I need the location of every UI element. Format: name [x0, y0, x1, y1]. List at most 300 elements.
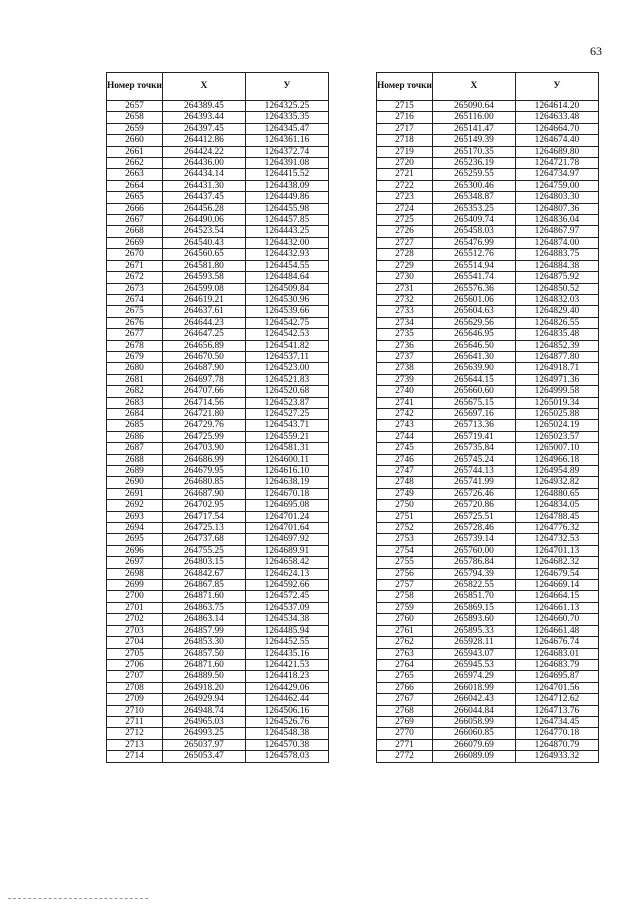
x-coordinate-cell: 265744.13	[432, 466, 515, 477]
x-coordinate-cell: 264803.15	[162, 557, 245, 568]
x-coordinate-cell: 265300.46	[432, 180, 515, 191]
x-coordinate-cell: 265037.97	[162, 739, 245, 750]
point-number-cell: 2666	[107, 203, 163, 214]
y-coordinate-cell: 1265007.10	[515, 443, 598, 454]
table-row	[107, 192, 329, 203]
x-coordinate-cell: 265646.95	[432, 329, 515, 340]
y-coordinate-cell: 1264443.25	[245, 226, 328, 237]
x-coordinate-cell: 265697.16	[432, 408, 515, 419]
point-number-cell: 2672	[107, 272, 163, 283]
y-coordinate-cell: 1264421.53	[245, 659, 328, 670]
table-row	[107, 329, 329, 340]
x-coordinate-cell: 264871.60	[162, 659, 245, 670]
point-number-cell: 2691	[107, 488, 163, 499]
table-row	[377, 215, 599, 226]
x-coordinate-cell: 265760.00	[432, 545, 515, 556]
x-coordinate-cell: 264540.43	[162, 237, 245, 248]
x-coordinate-cell: 264965.03	[162, 716, 245, 727]
y-coordinate-cell: 1264543.71	[245, 420, 328, 431]
table-row	[377, 488, 599, 499]
table-row	[107, 545, 329, 556]
y-coordinate-cell: 1264829.40	[515, 306, 598, 317]
point-number-cell: 2695	[107, 534, 163, 545]
x-coordinate-cell: 264725.13	[162, 523, 245, 534]
x-coordinate-cell: 264755.25	[162, 545, 245, 556]
table-row	[107, 523, 329, 534]
x-coordinate-cell: 264436.00	[162, 158, 245, 169]
point-number-cell: 2764	[377, 659, 433, 670]
point-number-cell: 2735	[377, 329, 433, 340]
y-coordinate-cell: 1264361.16	[245, 135, 328, 146]
y-coordinate-cell: 1264541.82	[245, 340, 328, 351]
y-coordinate-cell: 1264578.03	[245, 751, 328, 762]
y-coordinate-cell: 1264966.18	[515, 454, 598, 465]
y-coordinate-cell: 1265019.34	[515, 397, 598, 408]
point-number-cell: 2712	[107, 728, 163, 739]
point-number-cell: 2696	[107, 545, 163, 556]
x-coordinate-cell: 264619.21	[162, 294, 245, 305]
table-row	[377, 580, 599, 591]
x-coordinate-cell: 265646.50	[432, 340, 515, 351]
table-row	[107, 682, 329, 693]
point-number-cell: 2702	[107, 614, 163, 625]
y-coordinate-cell: 1264559.21	[245, 431, 328, 442]
point-number-cell: 2686	[107, 431, 163, 442]
y-coordinate-cell: 1264883.75	[515, 249, 598, 260]
x-coordinate-cell: 264725.99	[162, 431, 245, 442]
point-number-cell: 2765	[377, 671, 433, 682]
point-number-cell: 2658	[107, 112, 163, 123]
table-row	[107, 705, 329, 716]
y-coordinate-cell: 1264455.98	[245, 203, 328, 214]
point-number-cell: 2665	[107, 192, 163, 203]
point-number-cell: 2766	[377, 682, 433, 693]
point-number-cell: 2758	[377, 591, 433, 602]
x-coordinate-cell: 265149.39	[432, 135, 515, 146]
y-coordinate-cell: 1264633.48	[515, 112, 598, 123]
table-row	[107, 625, 329, 636]
y-coordinate-cell: 1264803.30	[515, 192, 598, 203]
x-coordinate-cell: 264717.54	[162, 511, 245, 522]
y-coordinate-cell: 1264870.79	[515, 739, 598, 750]
y-coordinate-cell: 1264624.13	[245, 568, 328, 579]
table-row	[107, 659, 329, 670]
point-number-cell: 2684	[107, 408, 163, 419]
x-coordinate-cell: 264929.94	[162, 694, 245, 705]
table-row	[377, 272, 599, 283]
point-number-cell: 2664	[107, 180, 163, 191]
x-coordinate-cell: 265514.94	[432, 260, 515, 271]
x-coordinate-cell: 265236.19	[432, 158, 515, 169]
x-coordinate-cell: 264456.28	[162, 203, 245, 214]
point-number-cell: 2662	[107, 158, 163, 169]
y-coordinate-cell: 1264449.86	[245, 192, 328, 203]
y-coordinate-cell: 1264695.87	[515, 671, 598, 682]
table-row	[107, 101, 329, 112]
y-coordinate-cell: 1264732.53	[515, 534, 598, 545]
point-number-cell: 2667	[107, 215, 163, 226]
point-number-cell: 2722	[377, 180, 433, 191]
point-number-cell: 2703	[107, 625, 163, 636]
x-coordinate-cell: 264871.60	[162, 591, 245, 602]
point-number-cell: 2715	[377, 101, 433, 112]
table-row	[377, 249, 599, 260]
point-number-cell: 2704	[107, 637, 163, 648]
x-coordinate-cell: 265353.25	[432, 203, 515, 214]
y-coordinate-cell: 1264534.38	[245, 614, 328, 625]
point-number-cell: 2767	[377, 694, 433, 705]
y-coordinate-cell: 1264679.54	[515, 568, 598, 579]
point-number-cell: 2769	[377, 716, 433, 727]
point-number-cell: 2698	[107, 568, 163, 579]
table-body-left	[107, 101, 329, 763]
x-coordinate-cell: 265725.51	[432, 511, 515, 522]
point-number-cell: 2746	[377, 454, 433, 465]
x-coordinate-cell: 264948.74	[162, 705, 245, 716]
table-body-right	[377, 101, 599, 763]
y-coordinate-cell: 1264682.32	[515, 557, 598, 568]
y-coordinate-cell: 1264788.45	[515, 511, 598, 522]
table-row	[107, 386, 329, 397]
table-row	[377, 511, 599, 522]
table-row	[377, 523, 599, 534]
table-row	[107, 408, 329, 419]
y-coordinate-cell: 1264527.25	[245, 408, 328, 419]
y-coordinate-cell: 1264689.91	[245, 545, 328, 556]
table-row	[377, 500, 599, 511]
x-coordinate-cell: 265735.84	[432, 443, 515, 454]
x-coordinate-cell: 264647.25	[162, 329, 245, 340]
x-coordinate-cell: 265728.46	[432, 523, 515, 534]
y-coordinate-cell: 1264539.66	[245, 306, 328, 317]
y-coordinate-cell: 1264438.09	[245, 180, 328, 191]
point-number-cell: 2741	[377, 397, 433, 408]
x-coordinate-cell: 265720.86	[432, 500, 515, 511]
y-coordinate-cell: 1264674.40	[515, 135, 598, 146]
point-number-cell: 2755	[377, 557, 433, 568]
point-number-cell: 2724	[377, 203, 433, 214]
x-coordinate-cell: 265458.03	[432, 226, 515, 237]
y-coordinate-cell: 1264867.97	[515, 226, 598, 237]
table-row	[377, 602, 599, 613]
table-row	[107, 694, 329, 705]
x-coordinate-cell: 264412.86	[162, 135, 245, 146]
y-coordinate-cell: 1264932.82	[515, 477, 598, 488]
table-row	[377, 705, 599, 716]
table-row	[107, 374, 329, 385]
x-coordinate-cell: 265719.41	[432, 431, 515, 442]
point-number-cell: 2736	[377, 340, 433, 351]
point-number-cell: 2709	[107, 694, 163, 705]
point-number-cell: 2757	[377, 580, 433, 591]
point-number-cell: 2701	[107, 602, 163, 613]
x-coordinate-cell: 264703.90	[162, 443, 245, 454]
x-coordinate-cell: 265794.39	[432, 568, 515, 579]
x-coordinate-cell: 265895.33	[432, 625, 515, 636]
y-coordinate-cell: 1264836.04	[515, 215, 598, 226]
x-coordinate-cell: 264707.66	[162, 386, 245, 397]
x-coordinate-cell: 265974.29	[432, 671, 515, 682]
y-coordinate-cell: 1264462.44	[245, 694, 328, 705]
point-number-cell: 2723	[377, 192, 433, 203]
table-row	[107, 363, 329, 374]
y-coordinate-cell: 1264454.55	[245, 260, 328, 271]
x-coordinate-cell: 264599.08	[162, 283, 245, 294]
x-coordinate-cell: 264702.95	[162, 500, 245, 511]
table-row	[107, 500, 329, 511]
x-coordinate-cell: 265726.46	[432, 488, 515, 499]
point-number-cell: 2700	[107, 591, 163, 602]
point-number-cell: 2710	[107, 705, 163, 716]
x-coordinate-cell: 265348.87	[432, 192, 515, 203]
point-number-cell: 2772	[377, 751, 433, 762]
point-number-cell: 2711	[107, 716, 163, 727]
y-coordinate-cell: 1264695.08	[245, 500, 328, 511]
table-row	[107, 169, 329, 180]
point-number-cell: 2678	[107, 340, 163, 351]
y-coordinate-cell: 1264616.10	[245, 466, 328, 477]
y-coordinate-cell: 1264521.83	[245, 374, 328, 385]
table-row	[107, 294, 329, 305]
point-number-cell: 2693	[107, 511, 163, 522]
x-coordinate-cell: 266058.99	[432, 716, 515, 727]
table-row	[377, 694, 599, 705]
point-number-cell: 2718	[377, 135, 433, 146]
point-number-cell: 2744	[377, 431, 433, 442]
y-coordinate-cell: 1264391.08	[245, 158, 328, 169]
point-number-cell: 2670	[107, 249, 163, 260]
point-number-cell: 2721	[377, 169, 433, 180]
table-row	[377, 431, 599, 442]
point-number-cell: 2771	[377, 739, 433, 750]
point-number-cell: 2681	[107, 374, 163, 385]
y-coordinate-cell: 1264581.31	[245, 443, 328, 454]
table-row	[107, 591, 329, 602]
x-coordinate-cell: 266089.09	[432, 751, 515, 762]
y-coordinate-cell: 1264509.84	[245, 283, 328, 294]
point-number-cell: 2768	[377, 705, 433, 716]
table-row	[377, 671, 599, 682]
y-coordinate-cell: 1264506.16	[245, 705, 328, 716]
point-number-cell: 2729	[377, 260, 433, 271]
y-coordinate-cell: 1264734.45	[515, 716, 598, 727]
table-row	[377, 454, 599, 465]
point-number-cell: 2705	[107, 648, 163, 659]
point-number-cell: 2762	[377, 637, 433, 648]
table-row	[107, 648, 329, 659]
x-coordinate-cell: 264993.25	[162, 728, 245, 739]
table-row	[107, 397, 329, 408]
table-row	[107, 716, 329, 727]
point-number-cell: 2680	[107, 363, 163, 374]
x-coordinate-cell: 265786.84	[432, 557, 515, 568]
point-number-cell: 2657	[107, 101, 163, 112]
y-coordinate-cell: 1264832.03	[515, 294, 598, 305]
table-row	[377, 374, 599, 385]
x-coordinate-cell: 265053.47	[162, 751, 245, 762]
point-number-cell: 2743	[377, 420, 433, 431]
point-number-cell: 2717	[377, 123, 433, 134]
table-row	[377, 568, 599, 579]
page-number: 63	[590, 44, 602, 58]
y-coordinate-cell: 1264874.00	[515, 237, 598, 248]
table-row	[107, 511, 329, 522]
y-coordinate-cell: 1264345.47	[245, 123, 328, 134]
x-coordinate-cell: 265259.55	[432, 169, 515, 180]
point-number-cell: 2692	[107, 500, 163, 511]
y-coordinate-cell: 1264875.92	[515, 272, 598, 283]
table-row	[107, 317, 329, 328]
x-coordinate-cell: 264670.50	[162, 351, 245, 362]
table-row	[377, 135, 599, 146]
table-row	[377, 625, 599, 636]
point-number-cell: 2683	[107, 397, 163, 408]
point-number-cell: 2731	[377, 283, 433, 294]
table-row	[377, 591, 599, 602]
x-coordinate-cell: 265869.15	[432, 602, 515, 613]
point-number-cell: 2754	[377, 545, 433, 556]
y-coordinate-cell: 1264614.20	[515, 101, 598, 112]
x-coordinate-cell: 265639.90	[432, 363, 515, 374]
y-coordinate-cell: 1264852.39	[515, 340, 598, 351]
table-row	[377, 659, 599, 670]
x-coordinate-cell: 264593.58	[162, 272, 245, 283]
x-coordinate-cell: 265604.63	[432, 306, 515, 317]
x-coordinate-cell: 265116.00	[432, 112, 515, 123]
y-coordinate-cell: 1264697.92	[245, 534, 328, 545]
table-row	[107, 728, 329, 739]
table-row	[377, 682, 599, 693]
y-coordinate-cell: 1264759.00	[515, 180, 598, 191]
table-row	[377, 408, 599, 419]
point-number-cell: 2761	[377, 625, 433, 636]
point-number-cell: 2687	[107, 443, 163, 454]
y-coordinate-cell: 1264435.16	[245, 648, 328, 659]
point-number-cell: 2707	[107, 671, 163, 682]
y-coordinate-cell: 1264415.52	[245, 169, 328, 180]
y-coordinate-cell: 1264670.18	[245, 488, 328, 499]
y-coordinate-cell: 1264520.68	[245, 386, 328, 397]
point-number-cell: 2682	[107, 386, 163, 397]
table-row	[377, 180, 599, 191]
table-row	[377, 420, 599, 431]
point-number-cell: 2713	[107, 739, 163, 750]
point-number-cell: 2676	[107, 317, 163, 328]
point-number-cell: 2699	[107, 580, 163, 591]
y-coordinate-cell: 1264712.62	[515, 694, 598, 705]
x-coordinate-cell: 265170.35	[432, 146, 515, 157]
point-number-cell: 2697	[107, 557, 163, 568]
x-coordinate-cell: 264434.14	[162, 169, 245, 180]
x-coordinate-cell: 264863.14	[162, 614, 245, 625]
table-row	[377, 329, 599, 340]
y-coordinate-cell: 1264537.09	[245, 602, 328, 613]
point-number-cell: 2675	[107, 306, 163, 317]
y-coordinate-cell: 1264713.76	[515, 705, 598, 716]
table-row	[377, 351, 599, 362]
point-number-cell: 2661	[107, 146, 163, 157]
table-row	[107, 568, 329, 579]
x-coordinate-cell: 265409.74	[432, 215, 515, 226]
y-coordinate-cell: 1264548.38	[245, 728, 328, 739]
point-number-cell: 2737	[377, 351, 433, 362]
point-number-cell: 2673	[107, 283, 163, 294]
table-row	[377, 443, 599, 454]
x-coordinate-cell: 265476.99	[432, 237, 515, 248]
x-coordinate-cell: 265601.06	[432, 294, 515, 305]
point-number-cell: 2745	[377, 443, 433, 454]
x-coordinate-cell: 264857.99	[162, 625, 245, 636]
x-coordinate-cell: 265090.64	[432, 101, 515, 112]
point-number-cell: 2730	[377, 272, 433, 283]
table-row	[377, 397, 599, 408]
x-coordinate-cell: 264714.56	[162, 397, 245, 408]
x-coordinate-cell: 265893.60	[432, 614, 515, 625]
x-coordinate-cell: 265713.36	[432, 420, 515, 431]
table-row	[107, 637, 329, 648]
table-row	[107, 272, 329, 283]
table-row	[377, 614, 599, 625]
point-number-cell: 2740	[377, 386, 433, 397]
point-number-cell: 2677	[107, 329, 163, 340]
y-coordinate-cell: 1264933.32	[515, 751, 598, 762]
x-coordinate-cell: 265675.15	[432, 397, 515, 408]
y-coordinate-cell: 1264372.74	[245, 146, 328, 157]
table-row	[377, 534, 599, 545]
table-row	[107, 249, 329, 260]
point-number-cell: 2669	[107, 237, 163, 248]
table-header-row	[107, 73, 329, 101]
point-number-cell: 2663	[107, 169, 163, 180]
x-coordinate-cell: 265660.60	[432, 386, 515, 397]
x-coordinate-cell: 264523.54	[162, 226, 245, 237]
y-coordinate-cell: 1264452.55	[245, 637, 328, 648]
point-number-cell: 2668	[107, 226, 163, 237]
table-row	[377, 739, 599, 750]
table-row	[107, 146, 329, 157]
point-number-cell: 2733	[377, 306, 433, 317]
table-row	[377, 317, 599, 328]
table-row	[377, 158, 599, 169]
table-row	[107, 135, 329, 146]
table-row	[107, 477, 329, 488]
x-coordinate-cell: 265945.53	[432, 659, 515, 670]
x-coordinate-cell: 265629.56	[432, 317, 515, 328]
x-coordinate-cell: 264644.23	[162, 317, 245, 328]
y-coordinate-cell: 1264669.14	[515, 580, 598, 591]
table-row	[107, 283, 329, 294]
point-number-cell: 2750	[377, 500, 433, 511]
table-row	[377, 226, 599, 237]
table-row	[377, 728, 599, 739]
y-coordinate-cell: 1264701.64	[245, 523, 328, 534]
table-row	[107, 237, 329, 248]
point-number-cell: 2728	[377, 249, 433, 260]
x-coordinate-cell: 264424.22	[162, 146, 245, 157]
x-coordinate-cell: 264490.06	[162, 215, 245, 226]
y-coordinate-cell: 1264834.05	[515, 500, 598, 511]
y-coordinate-cell: 1264457.85	[245, 215, 328, 226]
y-coordinate-cell: 1264884.38	[515, 260, 598, 271]
x-coordinate-cell: 265928.11	[432, 637, 515, 648]
x-coordinate-cell: 264687.90	[162, 488, 245, 499]
x-coordinate-cell: 265141.47	[432, 123, 515, 134]
table-row	[107, 557, 329, 568]
table-row	[107, 488, 329, 499]
y-coordinate-cell: 1264661.48	[515, 625, 598, 636]
header-point-number: Номер точки	[377, 73, 433, 101]
x-coordinate-cell: 265644.15	[432, 374, 515, 385]
